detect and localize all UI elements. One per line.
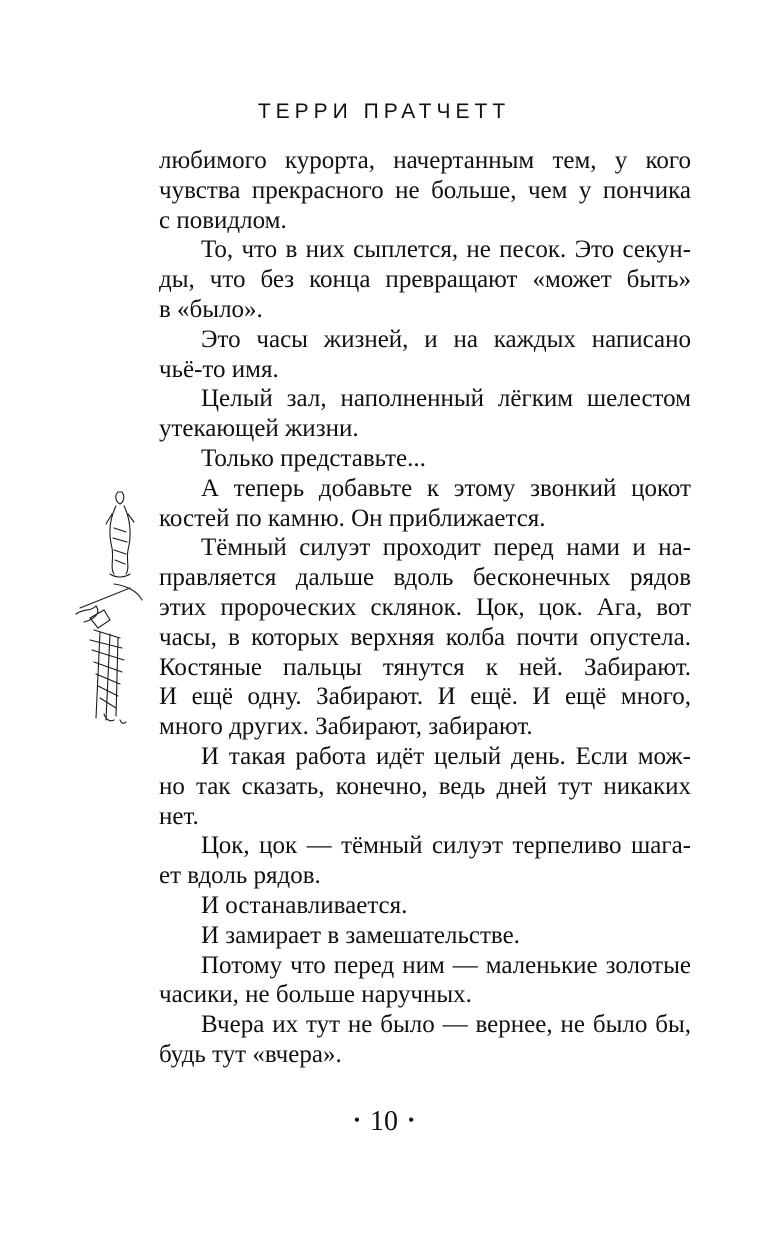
text-line: Целый зал, наполненный лёгким шелестом (201, 385, 691, 413)
text-line: ды, что без конца превращают «может быть» (159, 266, 691, 294)
text-line: любимого курорта, начертанным тем, у кого (159, 147, 691, 174)
body-text (159, 146, 691, 1070)
text-line: А теперь добавьте к этому звонкий цокот (201, 474, 691, 502)
text-line: чувства прекрасного не больше, чем у пончика (159, 176, 691, 204)
text-line: правляется дальше вдоль бесконечных рядов (159, 564, 691, 592)
text-line: костей по камню. Он приближается. (159, 504, 546, 532)
text-line: Цок, цок — тёмный силуэт терпеливо шага- (201, 832, 691, 860)
text-line: Это часы жизней, и на каждых написано (201, 325, 691, 353)
text-line: Потому что перед ним — маленькие золотые (201, 951, 691, 979)
text-line: но так сказать, конечно, ведь дней тут никаких (159, 772, 691, 800)
text-line: будь тут «вчера». (159, 1040, 342, 1068)
text-line: То, что в них сыплется, не песок. Это секун- (201, 236, 691, 264)
text-line: Костяные пальцы тянутся к ней. Забирают. (159, 653, 691, 681)
text-line: много других. Забирают, забирают. (159, 713, 533, 741)
text-line: часы, в которых верхняя колба почти опустела. (159, 623, 691, 651)
text-line: этих пророческих склянок. Цок, цок. Ага, вот (159, 593, 691, 621)
text-line: И такая работа идёт целый день. Если мож- (201, 742, 691, 770)
bullet-right: • (408, 1110, 415, 1131)
text-line: часики, не больше наручных. (159, 981, 472, 1009)
text-line: в «было». (159, 295, 263, 323)
text-line: утекающей жизни. (159, 415, 359, 443)
death-sketch-icon (70, 488, 150, 738)
text-line: ет вдоль рядов. (159, 862, 321, 890)
text-line: Только представьте... (201, 444, 426, 472)
text-line: нет. (159, 802, 199, 830)
page-number: 10 (370, 1106, 398, 1137)
bullet-left: • (353, 1110, 360, 1131)
text-line: с повидлом. (159, 206, 287, 234)
text-line: И ещё одну. Забирают. И ещё. И ещё много, (159, 683, 691, 711)
page-number-footer (0, 1106, 768, 1138)
text-line: И останавливается. (201, 891, 408, 919)
text-line: Вчера их тут не было — вернее, не было бы, (201, 1011, 691, 1039)
text-line: И замирает в замешательстве. (201, 921, 520, 949)
running-title: ТЕРРИ ПРАТЧЕТТ (257, 100, 511, 123)
text-line: Тёмный силуэт проходит перед нами и на- (201, 534, 691, 562)
text-line: чьё-то имя. (159, 355, 279, 383)
